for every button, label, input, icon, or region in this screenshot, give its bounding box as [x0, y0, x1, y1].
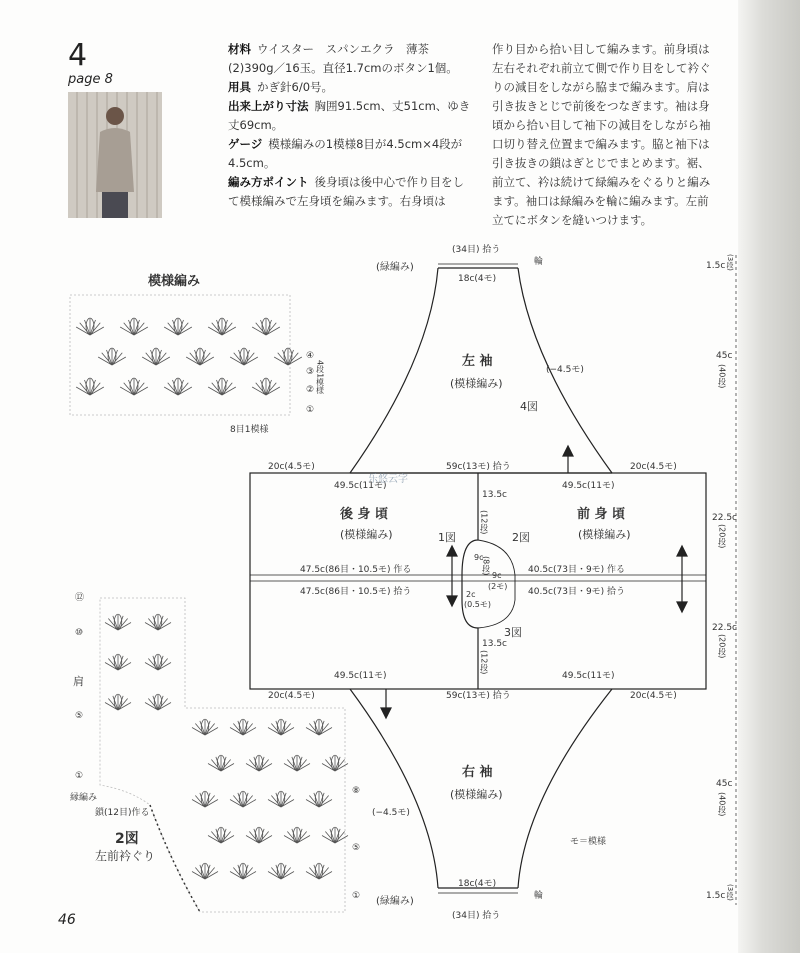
front-bottom-width: 49.5c(11モ) [562, 671, 615, 681]
bottom-cuff-width: 18c(4モ) [458, 879, 497, 889]
left-sleeve-fig: 4図 [520, 400, 538, 413]
neck-row-5a: ⑤ [75, 711, 84, 721]
dim-body-bottom: 22.5c [712, 623, 737, 633]
material-line-1: 材料 ウイスター スパンエクラ 薄茶(2)390g／16玉。直径1.7cmのボタン1個。 [228, 42, 458, 75]
svg-text:①: ① [306, 405, 315, 415]
svg-text:③: ③ [306, 367, 315, 377]
top-cuff-pickup: (34目) 拾う [452, 245, 501, 255]
dim-body-top-rows: (20段) [717, 524, 727, 549]
top-cuff-width: 18c(4モ) [458, 274, 497, 284]
neck-05: (0.5モ) [464, 600, 491, 609]
instructions-column: 作り目から拾い目して編みます。前身頃は左右それぞれ前立て側で作り目をして衿ぐりの減目をしながら脇まで編みます。肩は引き抜きとじで前後をつなぎます。袖は身頃から拾い目して袖下の減目をしながら袖口切り替え位置まで編みます。脇と袖下は引き抜きの鎖はぎとじでまとめます。裾、前立て、衿は続けて緑編みをぐるりと編みます。袖口は緑編みを輪に編みます。左前立てにボタンを縫いつけます。 [492, 42, 711, 227]
pattern-number: 4 [68, 38, 88, 73]
neck-lower-12: (12段) [479, 650, 489, 675]
fig1-label: 1図 [438, 531, 456, 544]
neck-9c-a: 9c [474, 553, 484, 562]
dim-sleeve-top: 45c [716, 351, 733, 361]
neck-row-10: ⑩ [75, 628, 84, 638]
neck-8-rows: (8段) [481, 556, 491, 576]
neck-row-8: ⑧ [352, 786, 361, 796]
svg-text:②: ② [306, 385, 315, 395]
dim-sleeve-top-rows: (40段) [717, 364, 727, 389]
neck-row-1b: ① [352, 891, 361, 901]
front-sub: (模様編み) [578, 528, 631, 541]
top-cuff-ring: 輪 [534, 257, 544, 267]
stitch-chart-side-label: 4段1模様 [315, 360, 325, 395]
neck-row-5b: ⑤ [352, 843, 361, 853]
material-line-2: 用具 かぎ針6/0号。 [228, 80, 334, 94]
material-line-5: 編み方ポイント 後身頃は後中心で作り目をして模様編みで左身頃を編みます。右身頃は [228, 175, 464, 208]
back-bottom-width: 49.5c(11モ) [334, 671, 387, 681]
dim-sleeve-bottom: 45c [716, 779, 733, 789]
right-armhole-width: 20c(4.5モ) [630, 691, 677, 701]
right-shoulder-width: 20c(4.5モ) [630, 462, 677, 472]
dim-cuff-bottom: 1.5c [706, 891, 726, 901]
dim-cuff-bottom-rows: (3段) [726, 884, 734, 901]
fig2-label: 2図 [512, 531, 530, 544]
bottom-cuff-pickup: (34目) 拾う [452, 911, 501, 921]
back-top-width: 49.5c(11モ) [334, 481, 387, 491]
back-make: 47.5c(86目・10.5モ) 作る [300, 565, 412, 575]
back-pick: 47.5c(86目・10.5モ) 拾う [300, 587, 412, 597]
stitch-chart-repeat: 8目1模様 [230, 425, 269, 435]
bottom-sleeve-pickup: 59c(13モ) 拾う [446, 691, 511, 701]
back-title: 後 身 頃 [340, 507, 389, 522]
neck-9c-b: 9c [492, 571, 502, 580]
neck-2-mo: (2モ) [488, 582, 508, 591]
neck-upper-13: 13.5c [482, 490, 507, 500]
stitch-chart-title: 模様編み [148, 274, 201, 289]
page-number: 46 [58, 912, 76, 928]
neck-chart-title: 2図 [115, 831, 139, 847]
front-make: 40.5c(73目・9モ) 作る [528, 565, 626, 575]
dim-sleeve-bottom-rows: (40段) [717, 792, 727, 817]
stitch-chart-rows [306, 351, 314, 415]
neck-2c: 2c [466, 590, 476, 599]
direction-arrows [381, 446, 687, 718]
neck-lower-13: 13.5c [482, 639, 507, 649]
dim-body-bottom-rows: (20段) [717, 634, 727, 659]
dim-cuff-top-rows: (3段) [726, 254, 734, 271]
left-sleeve-title: 左 袖 [462, 354, 493, 369]
right-sleeve-dec: (−4.5モ) [372, 808, 410, 818]
left-armhole-width: 20c(4.5モ) [268, 691, 315, 701]
top-cuff-edging: (緑編み) [376, 262, 414, 273]
material-line-4: ゲージ 模様編みの1模様8目が4.5cm×4段が4.5cm。 [228, 137, 463, 170]
svg-text:④: ④ [306, 351, 315, 361]
bottom-cuff-ring: 輪 [534, 891, 544, 901]
top-sleeve-pickup: 59c(13モ) 拾う [446, 462, 511, 472]
left-sleeve-dec: (−4.5モ) [546, 365, 584, 375]
dim-body-top: 22.5c [712, 513, 737, 523]
front-title: 前 身 頃 [577, 507, 626, 522]
neck-edge-label: 縁編み [70, 793, 98, 803]
neck-chain-label: 鎖(12目)作る [95, 808, 150, 818]
back-sub: (模様編み) [340, 528, 393, 541]
fig3-label: 3図 [504, 626, 522, 639]
left-shoulder-width: 20c(4.5モ) [268, 462, 315, 472]
neck-row-1a: ① [75, 771, 84, 781]
stitch-chart [70, 295, 302, 415]
legend: モ＝模様 [570, 837, 607, 847]
dim-cuff-top: 1.5c [706, 261, 726, 271]
right-sleeve-title: 右 袖 [462, 765, 493, 780]
neck-chart [100, 598, 348, 912]
right-sleeve-sub: (模様編み) [450, 788, 503, 801]
page-reference: page 8 [68, 72, 113, 87]
material-line-3: 出来上がり寸法 胸囲91.5cm、丈51cm、ゆき丈69cm。 [228, 99, 471, 132]
neck-chart-subtitle: 左前衿ぐり [95, 849, 156, 863]
bottom-cuff-edging: (緑編み) [376, 896, 414, 907]
shoulder-label: 肩 [73, 675, 84, 688]
front-pick: 40.5c(73目・9モ) 拾う [528, 587, 626, 597]
watermark: 乐悠云字 [368, 474, 408, 485]
neck-upper-12: (12段) [479, 510, 489, 535]
neck-row-12: ⑫ [75, 593, 85, 603]
front-top-width: 49.5c(11モ) [562, 481, 615, 491]
left-sleeve-sub: (模様編み) [450, 377, 503, 390]
